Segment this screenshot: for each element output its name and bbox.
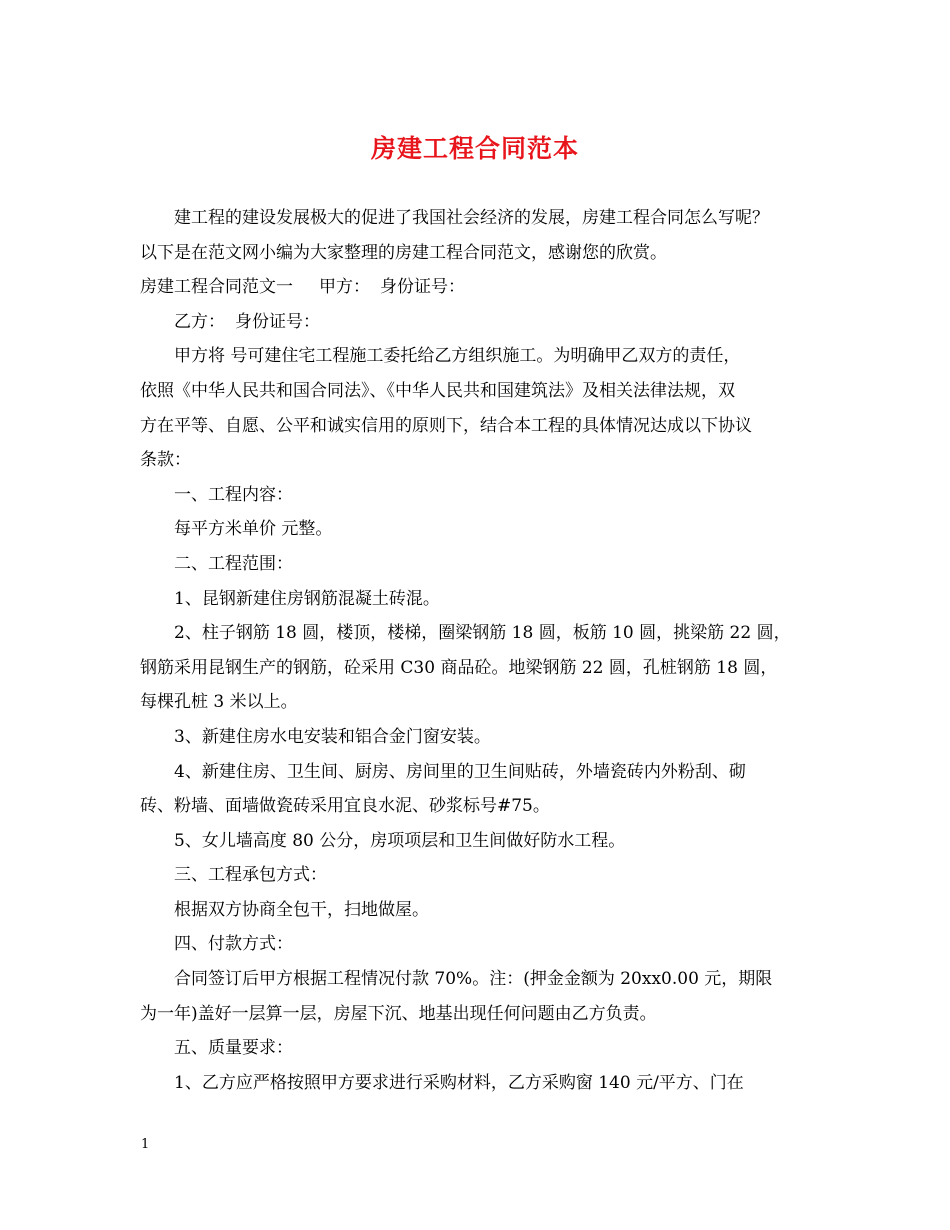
list-item: 1、昆钢新建住房钢筋混凝土砖混。 [174,588,440,609]
document-title: 房建工程合同范本 [370,134,579,163]
section-title: 一、工程内容： [174,484,293,505]
document-body [140,201,830,1100]
party-b-label: 乙方： [174,311,225,332]
intro-line: 建工程的建设发展极大的促进了我国社会经济的发展，房建工程合同怎么写呢？ [174,208,769,228]
list-item-continued: 钢筋采用昆钢生产的钢筋，砼采用 C30 商品砼。地梁钢筋 22 圆，孔桩钢筋 18 圆， [140,657,778,678]
section-title: 五、质量要求： [174,1038,293,1059]
list-item: 5、女儿墙高度 80 公分，房项项层和卫生间做好防水工程。 [174,830,626,851]
section-title: 三、工程承包方式： [174,865,327,886]
party-a-label: 甲方： [319,277,370,298]
list-item: 2、柱子钢筋 18 圆，楼顶，楼梯，圈梁钢筋 18 圆，板筋 10 圆，挑梁筋 22 圆， [174,623,791,644]
section-text-continued: 为一年)盖好一层算一层，房屋下沉、地基出现任何问题由乙方负责。 [140,1003,657,1024]
section-text: 合同签订后甲方根据工程情况付款 70%。注：(押金金额为 20xx0.00 元，期限 [174,969,773,990]
list-item: 4、新建住房、卫生间、厨房、房间里的卫生间贴砖，外墙瓷砖内外粉刮、砌 [174,761,746,782]
list-item: 1、乙方应严格按照甲方要求进行采购材料，乙方采购窗 140 元/平方、门在 [174,1072,744,1093]
list-item-continued: 砖、粉墙、面墙做瓷砖采用宜良水泥、砂浆标号#75。 [140,796,550,817]
paragraph-line: 甲方将 号可建住宅工程施工委托给乙方组织施工。为明确甲乙双方的责任， [174,346,741,367]
parties-line [140,270,830,305]
paragraph-line: 依照《中华人民共和国合同法》、《中华人民共和国建筑法》及相关法律法规，双 [140,380,735,401]
paragraph-line: 方在平等、自愿、公平和诚实信用的原则下，结合本工程的具体情况达成以下协议 [140,415,752,436]
id-label-b: 身份证号： [235,311,320,332]
party-b-line [140,305,830,340]
list-item: 3、新建住房水电安装和铝合金门窗安装。 [174,726,491,747]
section-title: 二、工程范围： [174,553,293,574]
page-number: 1 [141,1137,150,1152]
section-text: 每平方米单价 元整。 [174,519,333,540]
intro-line: 以下是在范文网小编为大家整理的房建工程合同范文，感谢您的欣赏。 [140,242,667,263]
list-item-continued: 每棵孔桩 3 米以上。 [140,692,298,713]
id-label-a: 身份证号： [380,277,465,298]
section-title: 四、付款方式： [174,934,293,955]
section-text: 根据双方协商全包干，扫地做屋。 [174,899,429,920]
sample-heading: 房建工程合同范文一 [140,277,293,298]
paragraph-line: 条款： [140,450,191,471]
